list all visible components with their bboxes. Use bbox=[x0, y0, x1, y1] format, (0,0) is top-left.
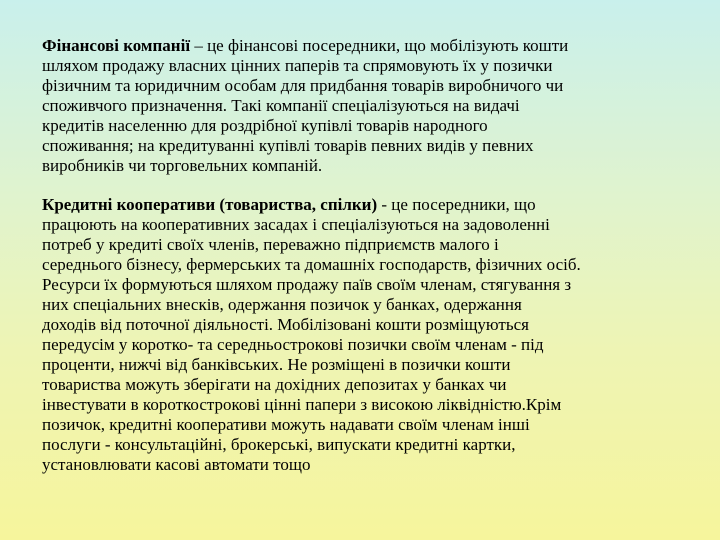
paragraph-line: працюють на кооперативних засадах і спеціалізуються на задоволенні bbox=[42, 215, 550, 234]
paragraph-line: Ресурси їх формуються шляхом продажу паїв своїм членам, стягування з bbox=[42, 275, 572, 294]
paragraph-line: товариства можуть зберігати на дохідних депозитах у банках чи bbox=[42, 375, 507, 394]
paragraph-line: них спеціальних внесків, одержання позичок у банках, одержання bbox=[42, 295, 522, 314]
definition-text: – це фінансові посередники, що мобілізують кошти bbox=[190, 36, 569, 55]
paragraph-line: споживчого призначення. Такі компанії спеціалізуються на видачі bbox=[42, 96, 520, 115]
paragraph-line: фізичним та юридичним особам для придбання товарів виробничого чи bbox=[42, 76, 564, 95]
term-financial-companies: Фінансові компанії bbox=[42, 36, 191, 55]
paragraph-line: послуги - консультаційні, брокерські, випускати кредитні картки, bbox=[42, 435, 516, 454]
paragraph-line: шляхом продажу власних цінних паперів та спрямовують їх у позички bbox=[42, 56, 553, 75]
paragraph-line: позичок, кредитні кооперативи можуть надавати своїм членам інші bbox=[42, 415, 530, 434]
paragraph-line bbox=[42, 36, 692, 56]
paragraph-line: виробників чи торговельних компаній. bbox=[42, 156, 323, 175]
paragraph-line: потреб у кредиті своїх членів, переважно підприємств малого і bbox=[42, 235, 499, 254]
paragraph-line: інвестувати в короткострокові цінні папери з високою ліквідністю.Крім bbox=[42, 395, 562, 414]
paragraph-line: доходів від поточної діяльності. Мобілізовані кошти розміщуються bbox=[42, 315, 529, 334]
term-credit-cooperatives: Кредитні кооперативи (товариства, спілки) bbox=[42, 195, 378, 214]
paragraph-line: споживання; на кредитуванні купівлі товарів певних видів у певних bbox=[42, 136, 534, 155]
definition-text: - це посередники, що bbox=[377, 195, 536, 214]
financial-companies-paragraph bbox=[42, 36, 692, 176]
paragraph-line: середнього бізнесу, фермерських та домашніх господарств, фізичних осіб. bbox=[42, 255, 581, 274]
paragraph-line: проценти, нижчі від банківських. Не розміщені в позички кошти bbox=[42, 355, 511, 374]
paragraph-line bbox=[42, 195, 692, 215]
paragraph-line: кредитів населенню для роздрібної купівлі товарів народного bbox=[42, 116, 488, 135]
paragraph-line: установлювати касові автомати тощо bbox=[42, 455, 311, 474]
credit-cooperatives-paragraph bbox=[42, 195, 692, 475]
paragraph-line: передусім у коротко- та середньострокові позички своїм членам - під bbox=[42, 335, 544, 354]
